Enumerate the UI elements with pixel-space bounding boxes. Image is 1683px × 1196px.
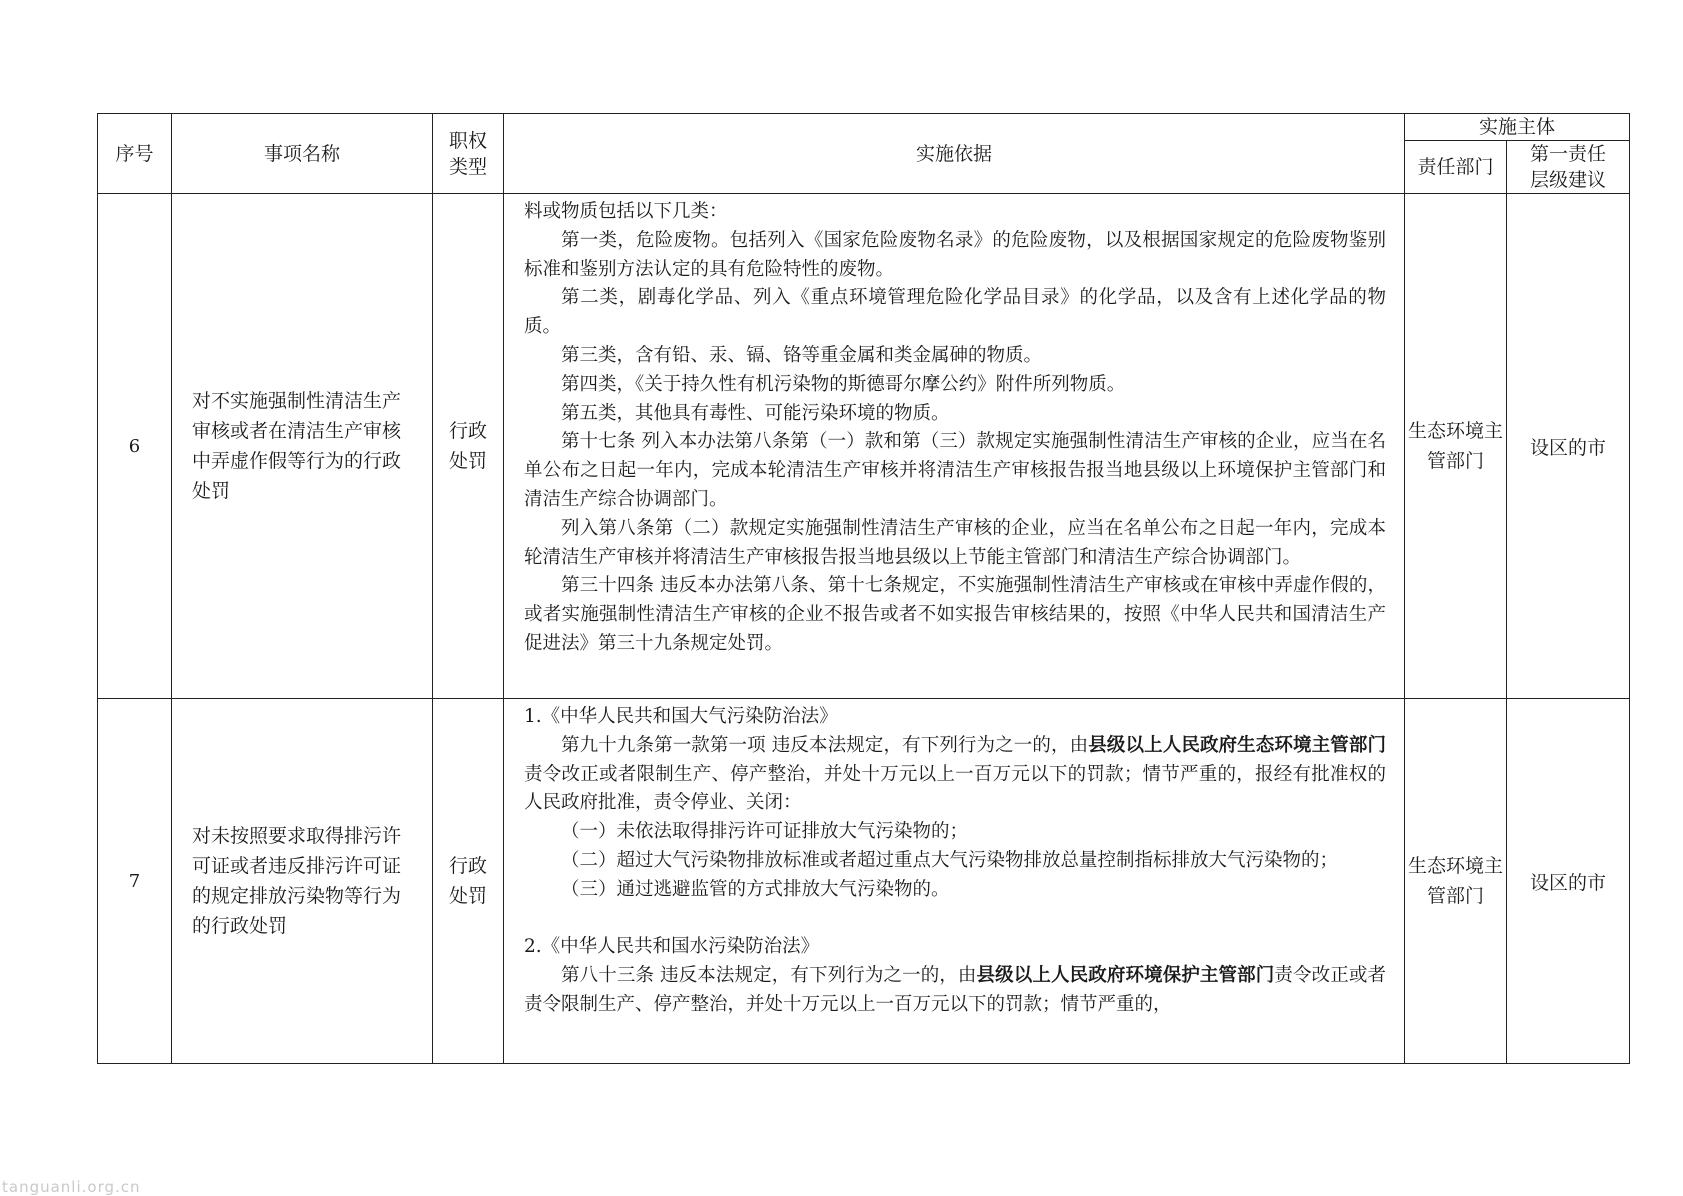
law-title: 1.《中华人民共和国大气污染防治法》: [524, 706, 838, 727]
type-line2: 处罚: [448, 885, 487, 907]
authority-table: [97, 113, 1630, 1064]
header-basis: 实施依据: [504, 114, 1405, 194]
basis-paragraph: 料或物质包括以下几类：: [524, 201, 728, 222]
blank-line: [524, 905, 1386, 934]
header-type-line2: 类型: [448, 155, 487, 178]
header-seq: 序号: [98, 114, 172, 194]
implementation-basis: [504, 194, 1405, 699]
basis-paragraph: 第三类，含有铅、汞、镉、铬等重金属和类金属砷的物质。: [561, 344, 1043, 366]
header-type-line1: 职权: [448, 129, 487, 152]
basis-bold-text: 县级以上人民政府生态环境主管部门: [1088, 734, 1386, 756]
authority-type: [433, 699, 504, 1064]
law-title: 2.《中华人民共和国水污染防治法》: [524, 936, 820, 958]
header-item-name: 事项名称: [172, 114, 433, 194]
responsibility-level: 设区的市: [1507, 194, 1630, 699]
basis-text: 第八十三条 违反本法规定，有下列行为之一的，由: [561, 965, 977, 987]
basis-paragraph: 列入第八条第（二）款规定实施强制性清洁生产审核的企业，应当在名单公布之日起一年内，完成本轮清洁生产审核并将清洁生产审核报告报当地县级以上节能主管部门和清洁生产综合协调部门。: [524, 517, 1386, 568]
row-number: 6: [98, 194, 172, 699]
basis-paragraph: 第四类，《关于持久性有机污染物的斯德哥尔摩公约》附件所列物质。: [561, 373, 1126, 395]
basis-item: （一）未依法取得排污许可证排放大气污染物的；: [561, 821, 969, 843]
basis-paragraph: 第一类，危险废物。包括列入《国家危险废物名录》的危险废物，以及根据国家规定的危险废物鉴别标准和鉴别方法认定的具有危险特性的废物。: [524, 229, 1386, 280]
basis-item: （二）超过大气污染物排放标准或者超过重点大气污染物排放总量控制指标排放大气污染物的；: [561, 849, 1339, 871]
basis-paragraph: [524, 962, 1386, 1020]
basis-paragraph: 第五类，其他具有毒性、可能污染环境的物质。: [561, 402, 950, 424]
watermark-text: tanguanli.org.cn: [2, 1178, 141, 1196]
type-line2: 处罚: [448, 450, 487, 472]
basis-item: （三）通过逃避监管的方式排放大气污染物的。: [561, 878, 950, 900]
responsibility-level: 设区的市: [1507, 699, 1630, 1064]
header-dept: 责任部门: [1405, 141, 1507, 194]
responsible-dept: 生态环境主管部门: [1405, 194, 1507, 699]
item-name: 对未按照要求取得排污许可证或者违反排污许可证的规定排放污染物等行为的行政处罚: [172, 699, 433, 1064]
responsible-dept: 生态环境主管部门: [1405, 699, 1507, 1064]
header-level: [1507, 141, 1630, 194]
type-line1: 行政: [448, 420, 487, 442]
type-line1: 行政: [448, 855, 487, 877]
table-row: [98, 699, 1630, 1064]
header-level-line1: 第一责任: [1530, 143, 1607, 165]
basis-text: 责令改正或者责令限制生产、停产整治，并处十万元以上一百万元以下的罚款；情节严重的，: [524, 965, 1386, 1015]
basis-paragraph: 第三十四条 违反本办法第八条、第十七条规定，不实施强制性清洁生产审核或在审核中弄虚作假的， 或者实施强制性清洁生产审核的企业不报告或者不如实报告审核结果的，按照《中华人民共和国清洁生产促进法》第三十九条规定处罚。: [524, 575, 1386, 654]
authority-type: [433, 194, 504, 699]
basis-paragraph: [524, 732, 1386, 818]
basis-text: 责令改正或者限制生产、停产整治，并处十万元以上一百万元以下的罚款；情节严重的，报经有批准权的人民政府批准，责令停业、关闭：: [524, 763, 1386, 814]
basis-text: 第九十九条第一款第一项 违反本法规定，有下列行为之一的，由: [561, 734, 1089, 756]
basis-paragraph: 第十七条 列入本办法第八条第（一）款和第（三）款规定实施强制性清洁生产审核的企业，应当在名单公布之日起一年内，完成本轮清洁生产审核并将清洁生产审核报告报当地县级以上环境保护主管部门和清洁生产综合协调部门。: [524, 431, 1386, 510]
basis-paragraph: 第二类，剧毒化学品、列入《重点环境管理危险化学品目录》的化学品，以及含有上述化学品的物质。: [524, 287, 1386, 338]
table-row: [98, 194, 1630, 699]
header-subject: 实施主体: [1405, 114, 1630, 141]
header-level-line2: 层级建议: [1530, 169, 1607, 191]
row-number: 7: [98, 699, 172, 1064]
basis-clip: [524, 703, 1386, 1063]
item-name: 对不实施强制性清洁生产审核或者在清洁生产审核中弄虚作假等行为的行政处罚: [172, 194, 433, 699]
implementation-basis: [504, 699, 1405, 1064]
basis-bold-text: 县级以上人民政府环境保护主管部门: [976, 965, 1275, 987]
header-authority-type: [433, 114, 504, 194]
